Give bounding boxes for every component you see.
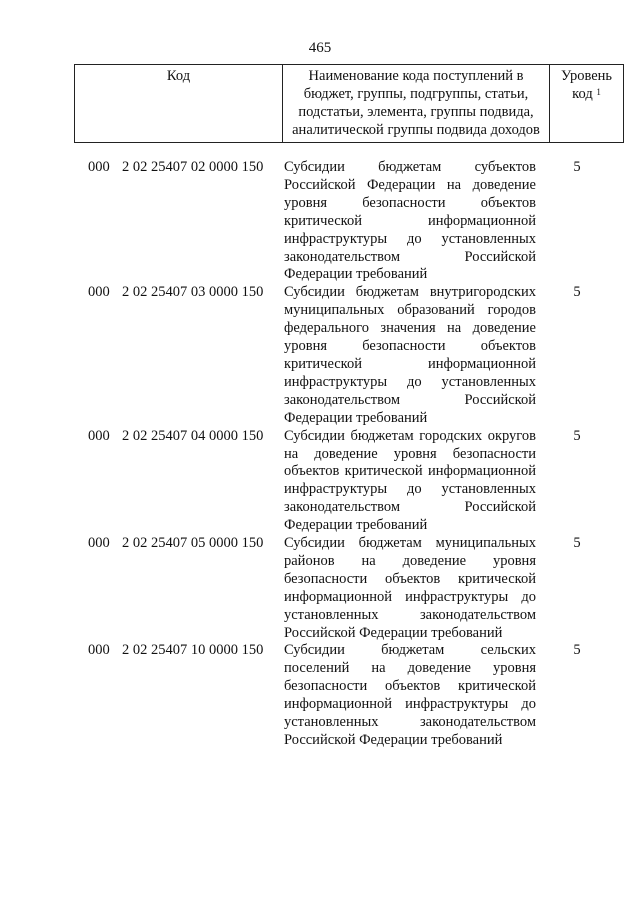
table-row	[74, 642, 614, 749]
row-income-code: 2 02 25407 05 0000 150	[122, 535, 264, 552]
header-row	[75, 65, 624, 143]
row-income-name-line: Субсидии бюджетам муниципальных	[284, 535, 536, 552]
row-income-name-line: инфраструктуры до установленных	[284, 373, 536, 390]
row-income-name	[284, 642, 536, 749]
row-income-name-line: критической информационной	[284, 212, 536, 229]
row-income-name-line: объектов критической информационной	[284, 463, 536, 480]
row-income-name-line: Федерации требований	[284, 266, 428, 283]
row-income-name-line: инфраструктуры до установленных	[284, 481, 536, 498]
row-income-name-line: федерального значения на доведение	[284, 320, 536, 337]
row-admin-code: 000	[88, 159, 110, 175]
row-income-name-line: установленных законодательством	[284, 606, 536, 623]
row-level: 5	[573, 284, 581, 301]
table-row	[74, 284, 614, 427]
row-income-name-line: Субсидии бюджетам субъектов	[284, 159, 536, 175]
row-income-name-line: муниципальных образований городов	[284, 302, 536, 319]
row-income-name-line: безопасности объектов критической	[284, 678, 536, 695]
row-level: 5	[573, 535, 581, 552]
row-income-code: 2 02 25407 10 0000 150	[122, 642, 264, 659]
row-income-name-line: уровня безопасности объектов	[284, 194, 536, 211]
row-income-name-line: информационной инфраструктуры до	[284, 588, 536, 605]
row-admin-code: 000	[88, 284, 110, 301]
header-level-label: Уровень код	[560, 68, 613, 102]
row-income-name-line: Федерации требований	[284, 517, 428, 534]
classification-rows	[74, 159, 614, 750]
row-income-name-line: уровня безопасности объектов	[284, 338, 536, 355]
row-income-name	[284, 159, 536, 284]
row-admin-code: 000	[88, 535, 110, 552]
row-income-code: 2 02 25407 02 0000 150	[122, 159, 264, 175]
row-admin-code: 000	[88, 427, 110, 444]
row-income-name-line: Субсидии бюджетам сельских	[284, 642, 536, 659]
header-level	[550, 65, 624, 143]
row-level: 5	[573, 159, 581, 175]
header-name: Наименование кода поступлений в бюджет, группы, подгруппы, статьи, подстатьи, элемента, группы подвида, аналитической группы подвида доходов	[283, 65, 550, 143]
row-income-name-line: поселений на доведение уровня	[284, 660, 536, 677]
row-income-name-line: Федерации требований	[284, 409, 428, 426]
row-income-name-line: районов на доведение уровня	[284, 552, 536, 569]
row-income-name	[284, 535, 536, 642]
row-income-name	[284, 284, 536, 427]
header-code: Код	[75, 65, 283, 143]
table-row	[74, 428, 614, 535]
row-income-name-line: Российской Федерации на доведение	[284, 176, 536, 193]
row-income-name-line: установленных законодательством	[284, 714, 536, 731]
row-income-name-line: инфраструктуры до установленных	[284, 230, 536, 247]
row-level: 5	[573, 642, 581, 659]
row-income-code: 2 02 25407 03 0000 150	[122, 284, 264, 301]
row-income-name-line: на доведение уровня безопасности	[284, 445, 536, 462]
row-income-name-line: Субсидии бюджетам внутригородских	[284, 284, 536, 301]
row-admin-code: 000	[88, 642, 110, 659]
row-income-name-line: информационной инфраструктуры до	[284, 696, 536, 713]
header-table	[74, 64, 624, 143]
row-income-name-line: законодательством Российской	[284, 391, 536, 408]
row-income-code: 2 02 25407 04 0000 150	[122, 427, 264, 444]
table-row	[74, 535, 614, 642]
row-income-name-line: безопасности объектов критической	[284, 570, 536, 587]
page-number: 465	[308, 40, 332, 56]
row-income-name-line: законодательством Российской	[284, 499, 536, 516]
row-level: 5	[573, 427, 581, 444]
row-income-name-line: Субсидии бюджетам городских округов	[284, 427, 536, 444]
table-row	[74, 159, 614, 284]
row-income-name-line: Российской Федерации требований	[284, 624, 503, 641]
row-income-name	[284, 428, 536, 535]
header-level-footnote: 1	[596, 87, 601, 97]
row-income-name-line: Российской Федерации требований	[284, 732, 503, 748]
row-income-name-line: законодательством Российской	[284, 248, 536, 265]
row-income-name-line: критической информационной	[284, 355, 536, 372]
